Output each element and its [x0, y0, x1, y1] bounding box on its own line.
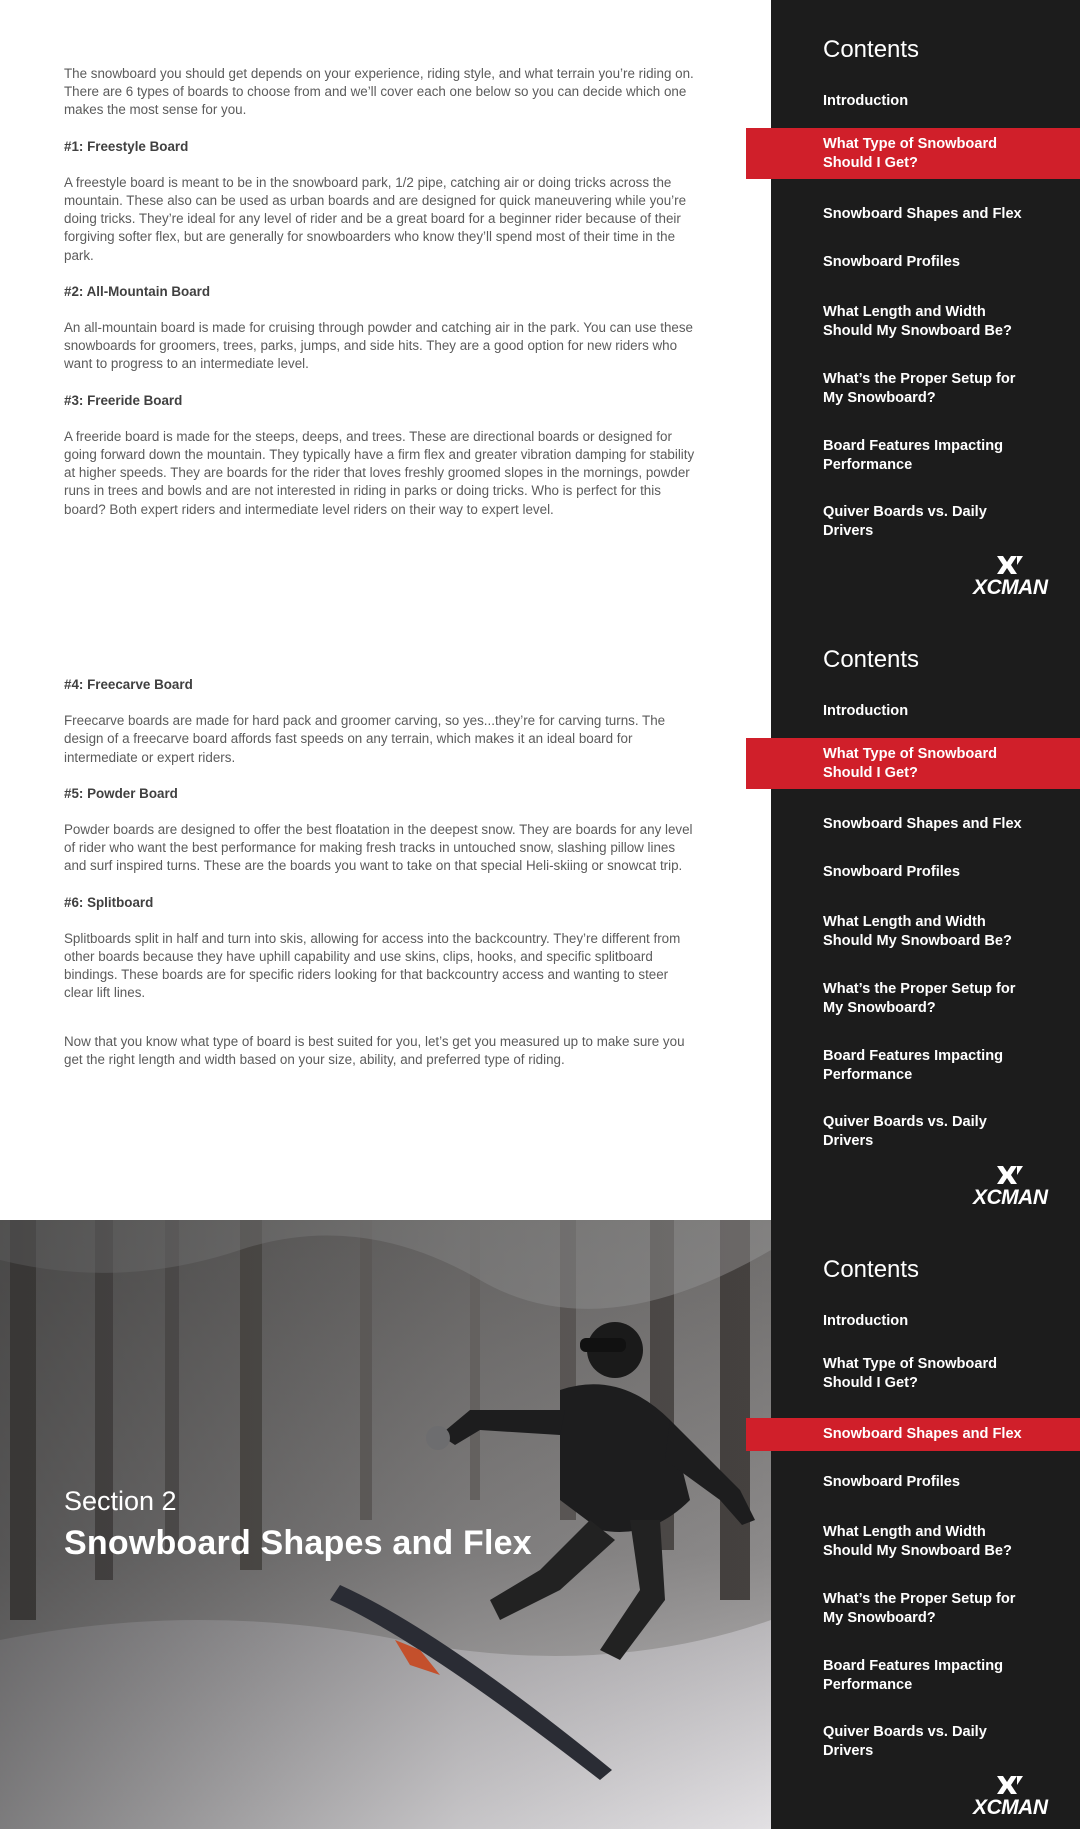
board-description: Freecarve boards are made for hard pack and groomer carving, so yes...they’re for carving turns. The design of a freecarve board affords fast speeds on any terrain, which makes it an ideal board for intermediate or expert riders.	[64, 713, 666, 765]
xcman-logo	[973, 554, 1053, 598]
toc-item-label: Should My Snowboard Be?	[823, 932, 1012, 949]
board-heading: #6: Splitboard	[64, 894, 154, 910]
board-description: An all-mountain board is made for cruising through powder and catching air in the park. You can use these snowboards for groomers, trees, parks, jumps, and side hits. They are a good option for new riders who want to progress to an intermediate level.	[64, 320, 693, 372]
toc-item[interactable]	[746, 1723, 1080, 1760]
board-heading: #4: Freecarve Board	[64, 677, 193, 692]
toc-item-label: Drivers	[823, 522, 874, 539]
board-description: Splitboards split in half and turn into skis, allowing for access into the backcountry. They’re different from other boards because they have uphill capability and use skins, clips, hooks, and specific splitboard bindings. These boards are for specific riders looking for that backcountry access and wanting to steer clear lift lines.	[64, 930, 681, 1001]
board-description: Powder boards are designed to offer the best floatation in the deepest snow. They are boards for any level of rider who want the best performance for making fresh tracks in untouched snow, slashing pillow lines and surf inspired turns. These are the boards you want to take on that special Heli-skiing or snowcat trip.	[64, 822, 693, 874]
xcman-wordmark: XCMAN	[973, 1186, 1048, 1209]
toc-title: Contents	[823, 1256, 920, 1283]
toc-item[interactable]	[746, 815, 1080, 834]
toc-item-label: Should I Get?	[823, 764, 918, 781]
board-heading: #5: Powder Board	[64, 785, 178, 801]
toc-item-label: What Length and Width	[823, 914, 986, 930]
table-of-contents-sidebar	[771, 0, 1080, 1829]
toc-item[interactable]	[746, 738, 1080, 789]
toc-item-label: Should My Snowboard Be?	[823, 1542, 1012, 1559]
toc-item-label: Snowboard Shapes and Flex	[823, 206, 1022, 222]
toc-item[interactable]	[746, 702, 1080, 721]
toc-item-label: What Type of Snowboard	[823, 1356, 998, 1372]
toc-item-label: Introduction	[823, 93, 909, 109]
toc-item-label: What’s the Proper Setup for	[823, 981, 1016, 997]
board-heading: #1: Freestyle Board	[64, 138, 189, 154]
toc-item-label: Snowboard Profiles	[823, 254, 961, 270]
toc-item[interactable]	[746, 205, 1080, 224]
toc-item-label: What Length and Width	[823, 304, 986, 320]
toc-item-label: Introduction	[823, 1313, 909, 1329]
toc-item[interactable]	[746, 128, 1080, 179]
toc-item[interactable]	[746, 503, 1080, 540]
toc-item-label: Quiver Boards vs. Daily	[823, 504, 987, 520]
toc-item-label: Snowboard Profiles	[823, 1474, 961, 1490]
toc-item[interactable]	[746, 1355, 1080, 1392]
xcman-logo-icon	[995, 1164, 1025, 1186]
toc-item[interactable]	[746, 1113, 1080, 1150]
section-title: Snowboard Shapes and Flex	[64, 1524, 532, 1562]
toc-item-label: What’s the Proper Setup for	[823, 1591, 1016, 1607]
toc-item[interactable]	[746, 1473, 1080, 1492]
toc-item-label: Board Features Impacting	[823, 438, 1004, 454]
closing-paragraph: Now that you know what type of board is best suited for you, let’s get you measured up to make sure you get the right length and width based on your size, ability, and preferred type of riding.	[64, 1033, 685, 1067]
toc-item[interactable]	[746, 1523, 1080, 1560]
section-kicker: Section 2	[64, 1486, 177, 1516]
toc-item-label: What Type of Snowboard	[823, 136, 998, 152]
toc-panel	[771, 1220, 1080, 1830]
toc-item-label: Introduction	[823, 703, 909, 719]
intro-paragraph: The snowboard you should get depends on your experience, riding style, and what terrain you’re riding on. There are 6 types of boards to choose from and we’ll cover each one below so you can decide which one makes the most sense for you.	[64, 66, 694, 118]
toc-item-label: What’s the Proper Setup for	[823, 371, 1016, 387]
toc-item-label: Snowboard Shapes and Flex	[823, 1426, 1022, 1442]
board-heading: #3: Freeride Board	[64, 392, 183, 408]
toc-title: Contents	[823, 36, 920, 63]
toc-item[interactable]	[746, 253, 1080, 272]
toc-item[interactable]	[746, 1590, 1080, 1627]
toc-item[interactable]	[746, 863, 1080, 882]
toc-title: Contents	[823, 646, 920, 673]
board-description: A freeride board is made for the steeps, deeps, and trees. These are directional boards or designed for going forward down the mountain. They typically have a firm flex and greater vibration damping for stability at higher speeds. They are boards for the rider that loves freshly groomed slopes in the mornings, powder runs in trees and bowls and are not interested in riding in parks or doing tricks. Who is perfect for this board? Both expert riders and intermediate level riders on their way to expert level.	[64, 428, 695, 517]
toc-item[interactable]	[746, 437, 1080, 474]
toc-item-label: Board Features Impacting	[823, 1048, 1004, 1064]
toc-item-label: Should I Get?	[823, 154, 918, 171]
toc-item-label: Should I Get?	[823, 1374, 918, 1391]
toc-item-label: Performance	[823, 1066, 913, 1083]
toc-panel	[771, 610, 1080, 1220]
article-body-1	[64, 65, 698, 537]
xcman-logo	[973, 1164, 1053, 1208]
toc-item[interactable]	[746, 1047, 1080, 1084]
toc-item-label: My Snowboard?	[823, 389, 936, 406]
content-panel-1	[0, 0, 771, 610]
toc-item-label: Drivers	[823, 1132, 874, 1149]
toc-item-label: My Snowboard?	[823, 999, 936, 1016]
toc-panel	[771, 0, 1080, 610]
toc-item-label: Quiver Boards vs. Daily	[823, 1724, 987, 1740]
xcman-wordmark: XCMAN	[973, 576, 1048, 599]
toc-item-label: What Type of Snowboard	[823, 746, 998, 762]
content-panel-2	[0, 610, 771, 1220]
toc-item-label: Snowboard Shapes and Flex	[823, 816, 1022, 832]
toc-item-label: Board Features Impacting	[823, 1658, 1004, 1674]
toc-item-label: Drivers	[823, 1742, 874, 1759]
toc-item-label: What Length and Width	[823, 1524, 986, 1540]
article-body-2	[64, 676, 698, 1087]
toc-item[interactable]	[746, 92, 1080, 111]
toc-item[interactable]	[746, 980, 1080, 1017]
xcman-logo-icon	[995, 554, 1025, 576]
toc-item[interactable]	[746, 303, 1080, 340]
toc-item[interactable]	[746, 913, 1080, 950]
xcman-logo-icon	[995, 1774, 1025, 1796]
toc-item-label: My Snowboard?	[823, 1609, 936, 1626]
toc-item[interactable]	[746, 1657, 1080, 1694]
board-description: A freestyle board is meant to be in the snowboard park, 1/2 pipe, catching air or doing tricks across the mountain. These also can be used as urban boards and are designed for quick maneuvering while you’re doing tricks. They’re ideal for any level of rider and be a great board for a beginner rider because of their forgiving softer flex, but are generally for snowboarders who know they’ll spend most of their time in the park.	[64, 174, 687, 263]
toc-item-label: Quiver Boards vs. Daily	[823, 1114, 987, 1130]
xcman-logo	[973, 1774, 1053, 1818]
board-heading: #2: All-Mountain Board	[64, 283, 211, 299]
toc-item[interactable]	[746, 370, 1080, 407]
xcman-wordmark: XCMAN	[973, 1796, 1048, 1819]
toc-item-label: Snowboard Profiles	[823, 864, 961, 880]
toc-item-label: Should My Snowboard Be?	[823, 322, 1012, 339]
toc-item-label: Performance	[823, 1676, 913, 1693]
toc-item-label: Performance	[823, 456, 913, 473]
toc-item[interactable]	[746, 1312, 1080, 1331]
toc-item[interactable]	[746, 1418, 1080, 1451]
